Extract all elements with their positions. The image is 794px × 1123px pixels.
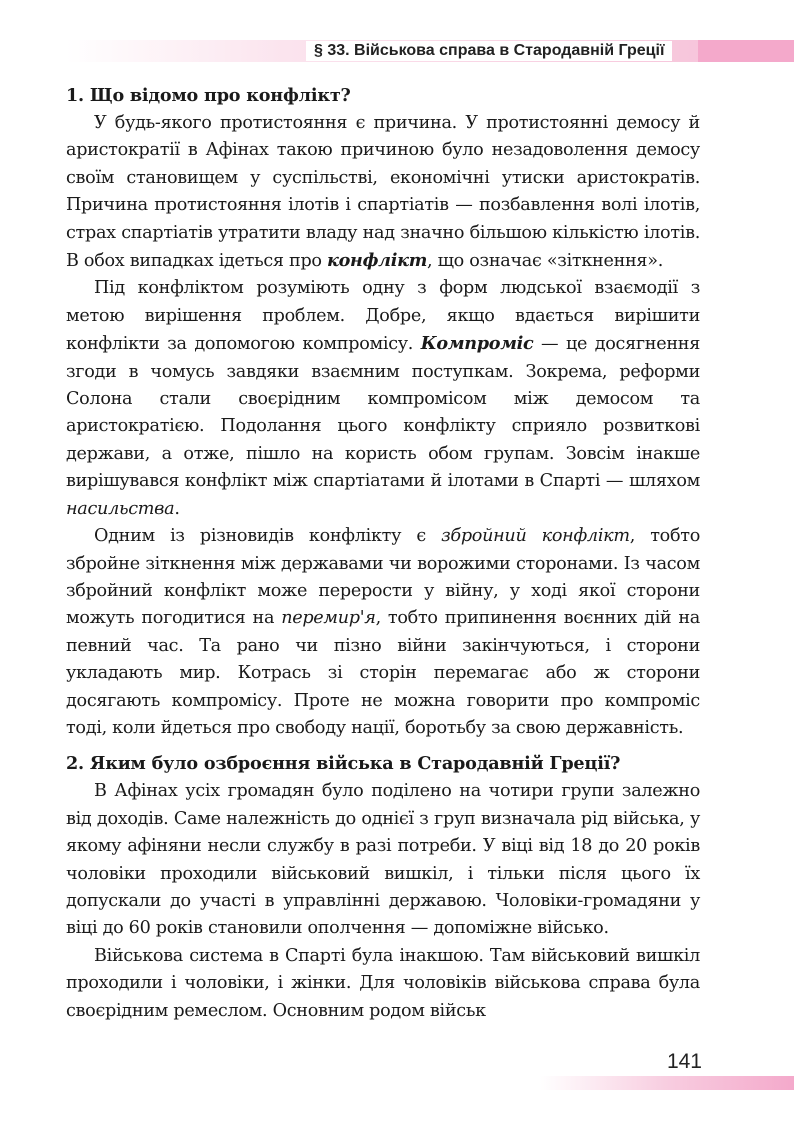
term-conflict: конфлікт bbox=[327, 250, 428, 272]
footer-decor-bar bbox=[540, 1076, 794, 1090]
header-accent-block bbox=[698, 40, 794, 62]
text-run: Під конфліктом розуміють одну з форм людської взаємодії з метою вирішення проблем. Добре, якщо вдається вирішити конфлікти за допомогою компромісу. bbox=[66, 278, 700, 355]
text-run: Одним із різновидів конфлікту є bbox=[94, 526, 442, 547]
running-header-title: § 33. Військова справа в Стародавній Греції bbox=[306, 41, 672, 61]
text-run: У будь-якого протистояння є причина. У протистоянні демосу й аристократії в Афінах такою причиною було незадоволення демосу своїм становищем у суспільстві, економічні утиски аристократів. Причина протистояння ілотів і спартіатів — позбавлення волі ілотів, страх спартіатів утратити владу над значно більшою кількістю ілотів. В обох випадках ідеться про bbox=[66, 113, 700, 272]
page-number: 141 bbox=[666, 1050, 702, 1073]
section-1-heading: 1. Що відомо про конфлікт? bbox=[66, 85, 351, 106]
section-1-paragraph-1 bbox=[66, 110, 700, 275]
section-1-paragraph-3 bbox=[66, 523, 700, 742]
text-run: , тобто збройне зіткнення між державами чи ворожими сторонами. Із часом збройний конфлікт може перерости у війну, у ході якої сторони можуть погодитися на bbox=[66, 526, 700, 629]
text-run: , що означає «зіткнення». bbox=[427, 251, 663, 272]
term-truce: перемир'я bbox=[281, 608, 376, 629]
section-2-heading: 2. Яким було озброєння війська в Стародавній Греції? bbox=[66, 753, 621, 775]
page-body bbox=[66, 82, 700, 1025]
term-violence: насильства bbox=[66, 498, 175, 519]
section-2-paragraph-2: Військова система в Спарті була інакшою. Там військовий вишкіл проходили і чоловіки, і жінки. Для чоловіків військова справа була своєрідним ремеслом. Основним родом військ bbox=[66, 945, 700, 1021]
section-2-paragraph-1: В Афінах усіх громадян було поділено на чотири групи залежно від доходів. Саме належність до однієї з груп визначала рід війська, у якому афіняни несли службу в разі потреби. У віці від 18 до 20 років чоловіки проходили військовий вишкіл, і тільки після цього їх допускали до участі в управлінні державою. Чоловіки-громадяни у віці до 60 років становили ополчення — допоміжне військо. bbox=[66, 781, 700, 939]
text-run: — це досягнення згоди в чомусь завдяки взаємним поступкам. Зокрема, реформи Солона стали своєрідним компромісом між демосом та аристократією. Подолання цього конфлікту сприяло розвиткові держави, а отже, пішло на користь обом групам. Зовсім інакше вирішувався конфлікт між спартіатами й ілотами в Спарті — шляхом bbox=[66, 334, 700, 492]
term-armed-conflict: збройний конфлікт bbox=[441, 526, 630, 547]
text-run: , тобто припинення воєнних дій на певний час. Та рано чи пізно війни закінчуються, і сторони укладають мир. Котрась зі сторін перемагає або ж сторони досягають компромісу. Проте не можна говорити про компроміс тоді, коли йдеться про свободу нації, боротьбу за свою державність. bbox=[66, 608, 700, 738]
term-compromise: Компроміс bbox=[420, 333, 534, 355]
section-1-paragraph-2 bbox=[66, 275, 700, 523]
section-gap bbox=[66, 742, 700, 750]
text-run: . bbox=[174, 498, 180, 519]
